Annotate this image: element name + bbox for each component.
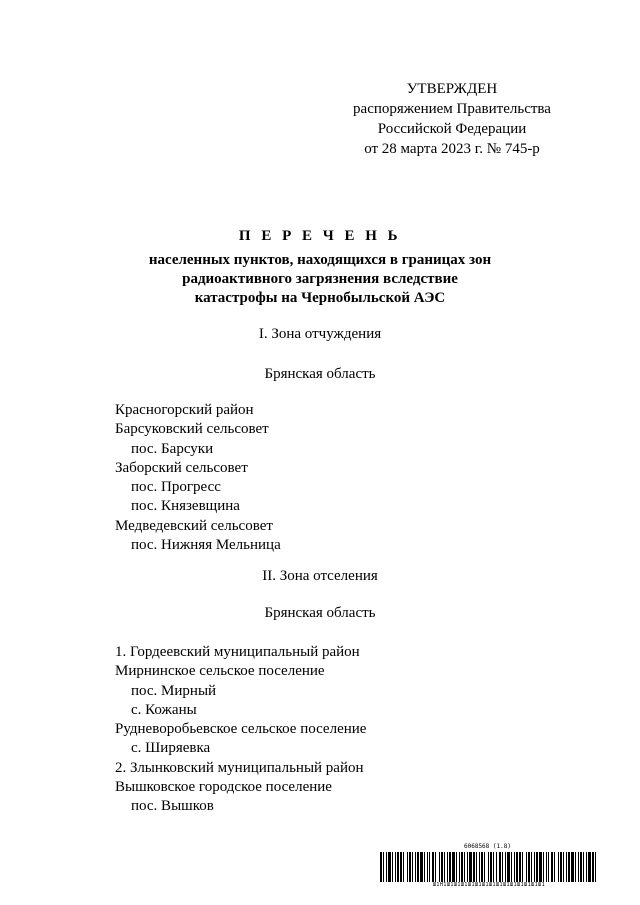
barcode-bar (380, 852, 382, 882)
barcode-bar (578, 852, 579, 882)
barcode-bar (476, 852, 477, 882)
barcode-bar (534, 852, 535, 882)
barcode-bar (511, 852, 512, 882)
barcode-bar (493, 852, 494, 882)
barcode-bar (554, 852, 555, 882)
list-item: с. Ширяевка (131, 740, 211, 757)
barcode-bar (543, 852, 544, 882)
barcode-bar (407, 852, 408, 882)
list-item: пос. Мирный (131, 682, 217, 699)
barcode-bar (580, 852, 582, 882)
barcode-bar (484, 852, 485, 882)
barcode-bar (586, 852, 587, 882)
approval-line-date: от 28 марта 2023 г. № 745-р (364, 141, 540, 157)
list-item: Заборский сельсовет (115, 459, 248, 476)
barcode-bar (588, 852, 591, 882)
subtitle-line-3: катастрофы на Чернобыльской АЭС (194, 290, 446, 306)
barcode-bar (519, 852, 521, 882)
list-item: Барсуковский сельсовет (115, 421, 269, 438)
region-heading-1: Брянская область (264, 366, 376, 382)
barcode-bar (435, 852, 436, 882)
approval-line-order: распоряжением Правительства (353, 101, 551, 117)
section-heading-exclusion-zone: I. Зона отчуждения (258, 326, 382, 342)
list-item: Вышковское городское поселение (115, 779, 332, 796)
barcode-text: Ш1Н1Ш1Ш1Ш1Ш1Ш1Ш1Ш1Ш1Ш1Ш1Ш1Ш1Ш1Ш1 (432, 882, 546, 888)
document-title: П Е Р Е Ч Е Н Ь (238, 228, 402, 244)
barcode-bar (548, 852, 549, 882)
barcode-bar (502, 852, 503, 882)
list-item: Медведевский сельсовет (115, 517, 273, 534)
barcode-bar (452, 852, 455, 882)
list-item: пос. Барсуки (131, 440, 214, 457)
barcode-bar (490, 852, 492, 882)
barcode-bar (522, 852, 523, 882)
list-item: Рудневоробьевское сельское поселение (115, 721, 367, 738)
barcode-bar (496, 852, 497, 882)
barcode-bar (531, 852, 532, 882)
list-item: с. Кожаны (131, 701, 197, 718)
barcode-bar (568, 852, 570, 882)
barcode-bar (526, 852, 527, 882)
barcode-bar (439, 852, 440, 882)
barcode-bar (397, 852, 399, 882)
barcode-bar (539, 852, 542, 882)
barcode-bar (467, 852, 468, 882)
barcode-label: 6068568 (1.8) (464, 843, 511, 850)
barcode-bar (447, 852, 448, 882)
barcode-bar (403, 852, 404, 882)
barcode-bar (571, 852, 574, 882)
list-item: Мирнинское сельское поселение (115, 663, 325, 680)
barcode-bar (444, 852, 445, 882)
barcode-bar (400, 852, 402, 882)
barcode-bar (595, 852, 596, 882)
barcode-bar (409, 852, 411, 882)
barcode-bar (546, 852, 547, 882)
barcode-bar (429, 852, 430, 882)
barcode-bar (583, 852, 584, 882)
list-item: пос. Вышков (131, 798, 214, 815)
barcode-bar (481, 852, 483, 882)
barcode-bar (441, 852, 443, 882)
list-item: Красногорский район (115, 402, 254, 418)
barcode-bar (507, 852, 510, 882)
barcode-bar (417, 852, 419, 882)
section-heading-resettlement-zone: II. Зона отселения (262, 568, 378, 584)
barcode-bar (473, 852, 475, 882)
barcode-bar (392, 852, 393, 882)
barcode-bar (449, 852, 451, 882)
approval-line-government: Российской Федерации (377, 121, 527, 137)
list-item: пос. Князевщина (131, 498, 240, 515)
barcode-bar (558, 852, 559, 882)
list-item: 2. Злынковский муниципальный район (115, 759, 364, 776)
section2-list (115, 643, 585, 817)
approval-title: УТВЕРЖДЕН (406, 81, 498, 97)
barcode-bar (551, 852, 553, 882)
barcode-bar (388, 852, 391, 882)
document-subtitle (0, 251, 640, 308)
barcode-bar (461, 852, 463, 882)
barcode-bar (592, 852, 594, 882)
list-item: пос. Нижняя Мельница (131, 537, 281, 554)
barcode-bar (516, 852, 518, 882)
list-item: пос. Прогресс (131, 479, 221, 496)
barcode-bar (488, 852, 489, 882)
barcode-bar (456, 852, 457, 882)
barcode-bar (560, 852, 562, 882)
barcode-bar (536, 852, 538, 882)
barcode-bar (427, 852, 428, 882)
barcode-bar (420, 852, 423, 882)
barcode-bar (563, 852, 564, 882)
barcode-bar (383, 852, 384, 882)
barcode-bar (386, 852, 387, 882)
barcode-bar (415, 852, 416, 882)
barcode-bar (479, 852, 480, 882)
barcode-bar (469, 852, 472, 882)
barcode-bar (464, 852, 465, 882)
barcode-bar (424, 852, 425, 882)
barcode (380, 852, 598, 882)
barcode-bar (432, 852, 434, 882)
barcode-bar (528, 852, 530, 882)
barcode-bar (395, 852, 396, 882)
barcode-bar (514, 852, 515, 882)
barcode-bar (499, 852, 501, 882)
barcode-bar (566, 852, 567, 882)
region-heading-2: Брянская область (264, 605, 376, 621)
section1-list (115, 401, 585, 555)
barcode-bar (575, 852, 576, 882)
subtitle-line-2: радиоактивного загрязнения вследствие (182, 271, 458, 287)
list-item: 1. Гордеевский муниципальный район (115, 644, 360, 660)
barcode-bar (505, 852, 506, 882)
subtitle-line-1: населенных пунктов, находящихся в границах зон (148, 252, 492, 268)
barcode-bar (412, 852, 413, 882)
approval-stamp (320, 79, 584, 159)
barcode-bar (459, 852, 460, 882)
